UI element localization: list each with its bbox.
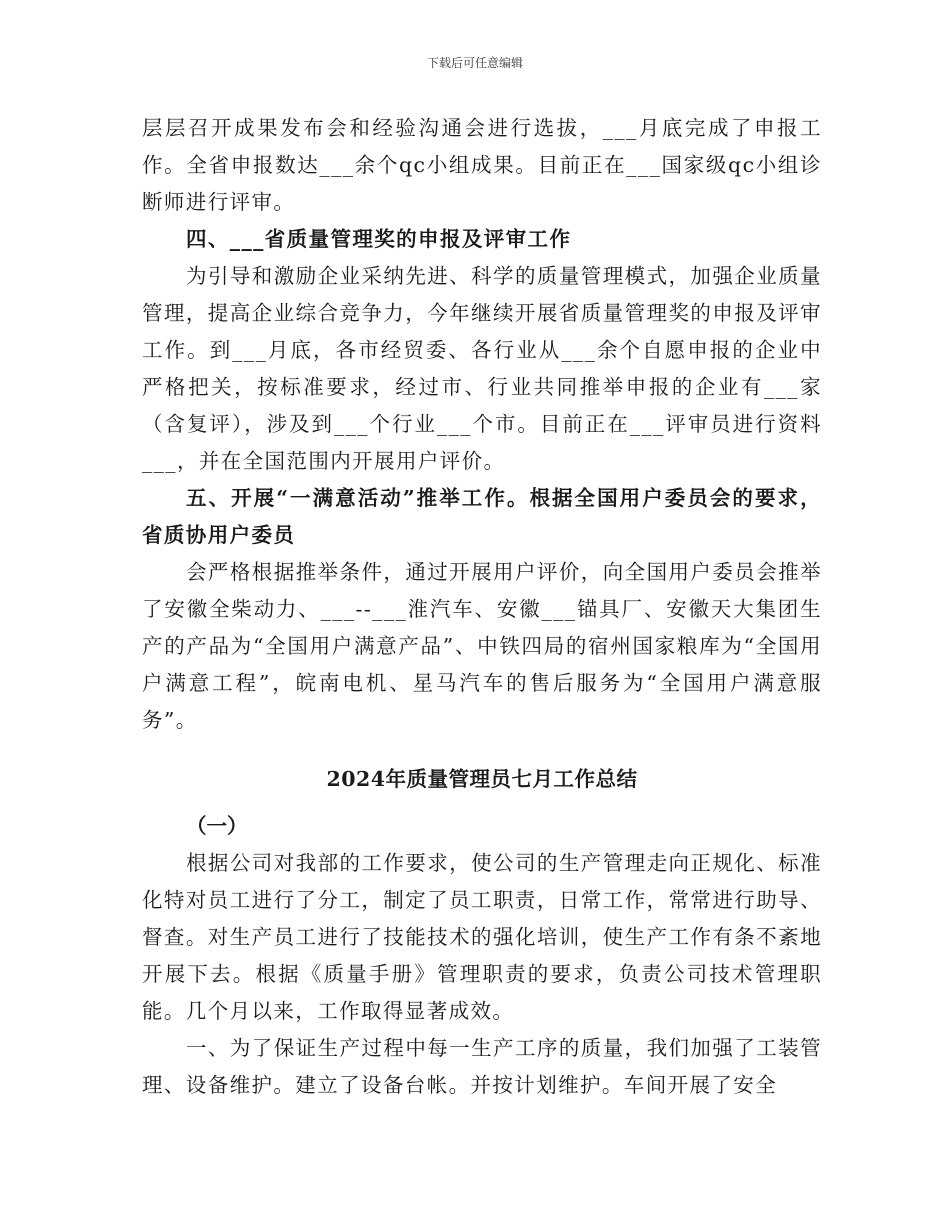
paragraph-qc-results: 层层召开成果发布会和经验沟通会进行选拔，___月底完成了申报工作。全省申报数达___余个qc小组成果。目前正在___国家级qc小组诊断师进行评审。: [142, 116, 822, 214]
paragraph-production-management: 根据公司对我部的工作要求，使公司的生产管理走向正规化、标准化特对员工进行了分工，制定了员工职责，日常工作，常常进行助导、督查。对生产员工进行了技能技术的强化培训，使生产工作有条不紊地开展下去。根据《质量手册》管理职责的要求，负责公司技术管理职能。几个月以来，工作取得显著成效。: [142, 851, 822, 1023]
paragraph-quality-award: 为引导和激励企业采纳先进、科学的质量管理模式，加强企业质量管理，提高企业综合竞争力，今年继续开展省质量管理奖的申报及评审工作。到___月底，各市经贸委、各行业从___余个自愿申报的企业中严格把关，按标准要求，经过市、行业共同推举申报的企业有___家（含复评），涉及到___个行业___个市。目前正在___评审员进行资料___，并在全国范围内开展用户评价。: [142, 264, 822, 473]
document-body: [142, 110, 822, 1104]
paragraph-user-satisfaction: 会严格根据推举条件，通过开展用户评价，向全国用户委员会推举了安徽全柴动力、___--___淮汽车、安徽___锚具厂、安徽天大集团生产的产品为“全国用户满意产品”、中铁四局的宿州国家粮库为“全国用户满意工程”，皖南电机、星马汽车的售后服务为“全国用户满意服务”。: [142, 560, 822, 732]
heading-section-four: 四、___省质量管理奖的申报及评审工作: [186, 227, 572, 251]
summary-title: 2024年质量管理员七月工作总结: [326, 767, 638, 791]
heading-section-five: 五、开展“一满意活动”推举工作。根据全国用户委员会的要求，省质协用户委员: [142, 486, 822, 547]
subsection-label: （一）: [186, 814, 248, 838]
paragraph-equipment-maintenance: 一、为了保证生产过程中每一生产工序的质量，我们加强了工装管理、设备维护。建立了设备台帐。并按计划维护。车间开展了安全: [142, 1036, 822, 1097]
page-header: 下载后可任意编辑: [426, 56, 523, 70]
